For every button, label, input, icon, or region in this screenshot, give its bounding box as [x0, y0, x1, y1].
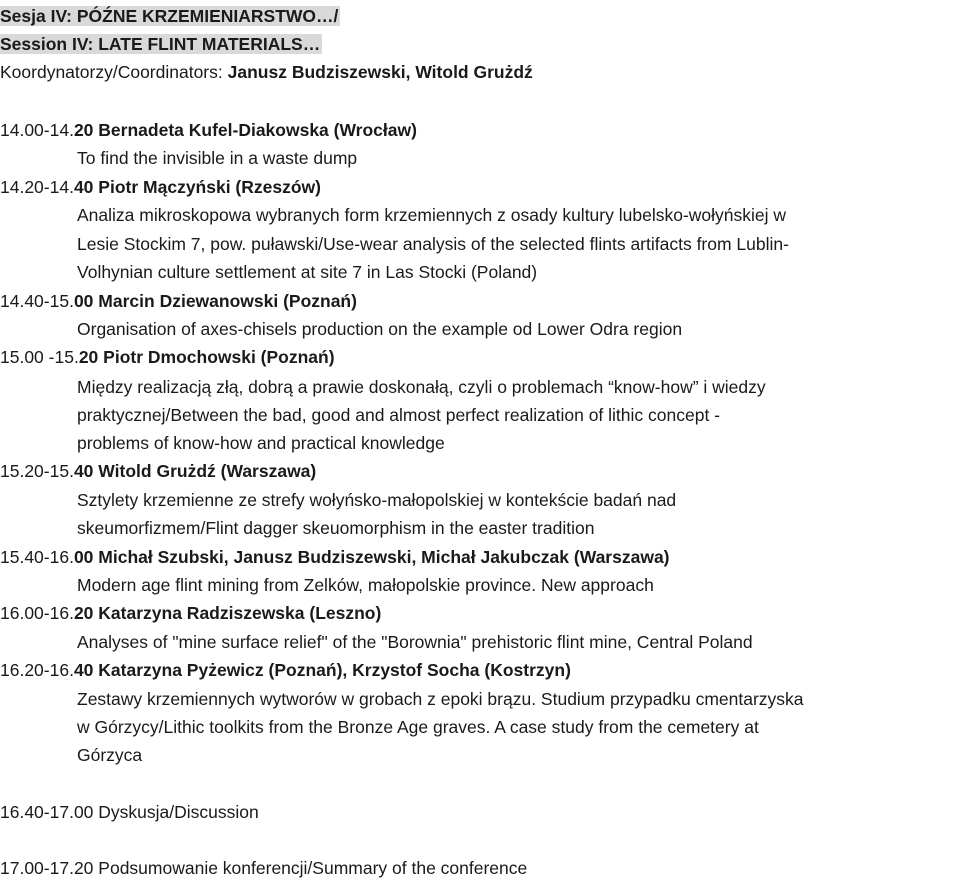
talk-header: 14.20-14.40 Piotr Mączyński (Rzeszów)	[0, 177, 321, 197]
talk-time: 16.20-16.	[0, 660, 74, 680]
talk-title-line: Między realizacją złą, dobrą a prawie doskonałą, czyli o problemach “know-how” i wiedzy	[77, 377, 766, 397]
coordinators-line	[0, 58, 533, 86]
talk-header: 16.20-16.40 Katarzyna Pyżewicz (Poznań), Krzystof Socha (Kostrzyn)	[0, 660, 571, 680]
talk-time: 14.40-15.	[0, 291, 74, 311]
talk-speaker: Witold Grużdź (Warszawa)	[98, 461, 317, 481]
summary-time: 17.00-17.20	[0, 858, 94, 878]
talk-title-line: Górzyca	[77, 745, 143, 765]
talk-header: 16.00-16.20 Katarzyna Radziszewska (Leszno)	[0, 603, 382, 623]
talk-speaker: Michał Szubski, Janusz Budziszewski, Michał Jakubczak (Warszawa)	[98, 547, 670, 567]
talk-title-line: Organisation of axes-chisels production on the example od Lower Odra region	[77, 319, 683, 339]
talk-title-line: problems of know-how and practical knowledge	[77, 433, 445, 453]
talk-title-line: Sztylety krzemienne ze strefy wołyńsko-małopolskiej w kontekście badań nad	[77, 490, 677, 510]
talk-time: 15.00 -15.	[0, 347, 79, 367]
talk-speaker: Katarzyna Radziszewska (Leszno)	[98, 603, 382, 623]
talk-title-line: Volhynian culture settlement at site 7 in Las Stocki (Poland)	[77, 262, 538, 282]
talk-speaker: Piotr Mączyński (Rzeszów)	[98, 177, 321, 197]
summary-label: Podsumowanie konferencji/Summary of the conference	[93, 858, 528, 878]
talk-title-line: w Górzycy/Lithic toolkits from the Bronze Age graves. A case study from the cemetery at	[77, 717, 759, 737]
talk-time: 14.20-14.	[0, 177, 74, 197]
talk-time: 15.20-15.	[0, 461, 74, 481]
talk-title-line: Analiza mikroskopowa wybranych form krzemiennych z osady kultury lubelsko-wołyńskiej w	[77, 205, 787, 225]
talk-header: 14.00-14.20 Bernadeta Kufel-Diakowska (Wrocław)	[0, 120, 417, 140]
session-title-pl: Sesja IV: PÓŹNE KRZEMIENIARSTWO…/	[0, 6, 339, 26]
talk-speaker: Marcin Dziewanowski (Poznań)	[98, 291, 357, 311]
summary-item	[0, 854, 527, 882]
talk-title-line: Modern age flint mining from Zelków, małopolskie province. New approach	[77, 575, 654, 595]
coordinators-label: Koordynatorzy/Coordinators:	[0, 62, 228, 82]
talk-title-line: To find the invisible in a waste dump	[77, 148, 358, 168]
coordinators-names: Janusz Budziszewski, Witold Grużdź	[227, 62, 533, 82]
discussion-item	[0, 798, 259, 826]
talk-title-line: Zestawy krzemiennych wytworów w grobach z epoki brązu. Studium przypadku cmentarzyska	[77, 689, 804, 709]
talk-header: 14.40-15.00 Marcin Dziewanowski (Poznań)	[0, 291, 357, 311]
talk-time: 16.00-16.	[0, 603, 74, 623]
discussion-label: Dyskusja/Discussion	[93, 802, 259, 822]
talk-title-line: skeumorfizmem/Flint dagger skeuomorphism in the easter tradition	[77, 518, 595, 538]
talk-time: 14.00-14.	[0, 120, 74, 140]
discussion-time: 16.40-17.00	[0, 802, 94, 822]
talk-title-line: Lesie Stockim 7, pow. puławski/Use-wear analysis of the selected flints artifacts from Lublin-	[77, 234, 789, 254]
talk-title-line: praktycznej/Between the bad, good and almost perfect realization of lithic concept -	[77, 405, 721, 425]
talk-speaker: Katarzyna Pyżewicz (Poznań), Krzystof Socha (Kostrzyn)	[98, 660, 571, 680]
talk-header: 15.40-16.00 Michał Szubski, Janusz Budziszewski, Michał Jakubczak (Warszawa)	[0, 547, 670, 567]
talk-time: 15.40-16.	[0, 547, 74, 567]
session-title-en: Session IV: LATE FLINT MATERIALS…	[0, 34, 321, 54]
talk-header: 15.20-15.40 Witold Grużdź (Warszawa)	[0, 461, 317, 481]
talk-speaker: Bernadeta Kufel-Diakowska (Wrocław)	[98, 120, 417, 140]
talk-speaker: Piotr Dmochowski (Poznań)	[103, 347, 335, 367]
talk-header: 15.00 -15.20 Piotr Dmochowski (Poznań)	[0, 347, 335, 367]
talk-title-line: Analyses of "mine surface relief" of the "Borownia" prehistoric flint mine, Central Poland	[77, 632, 753, 652]
